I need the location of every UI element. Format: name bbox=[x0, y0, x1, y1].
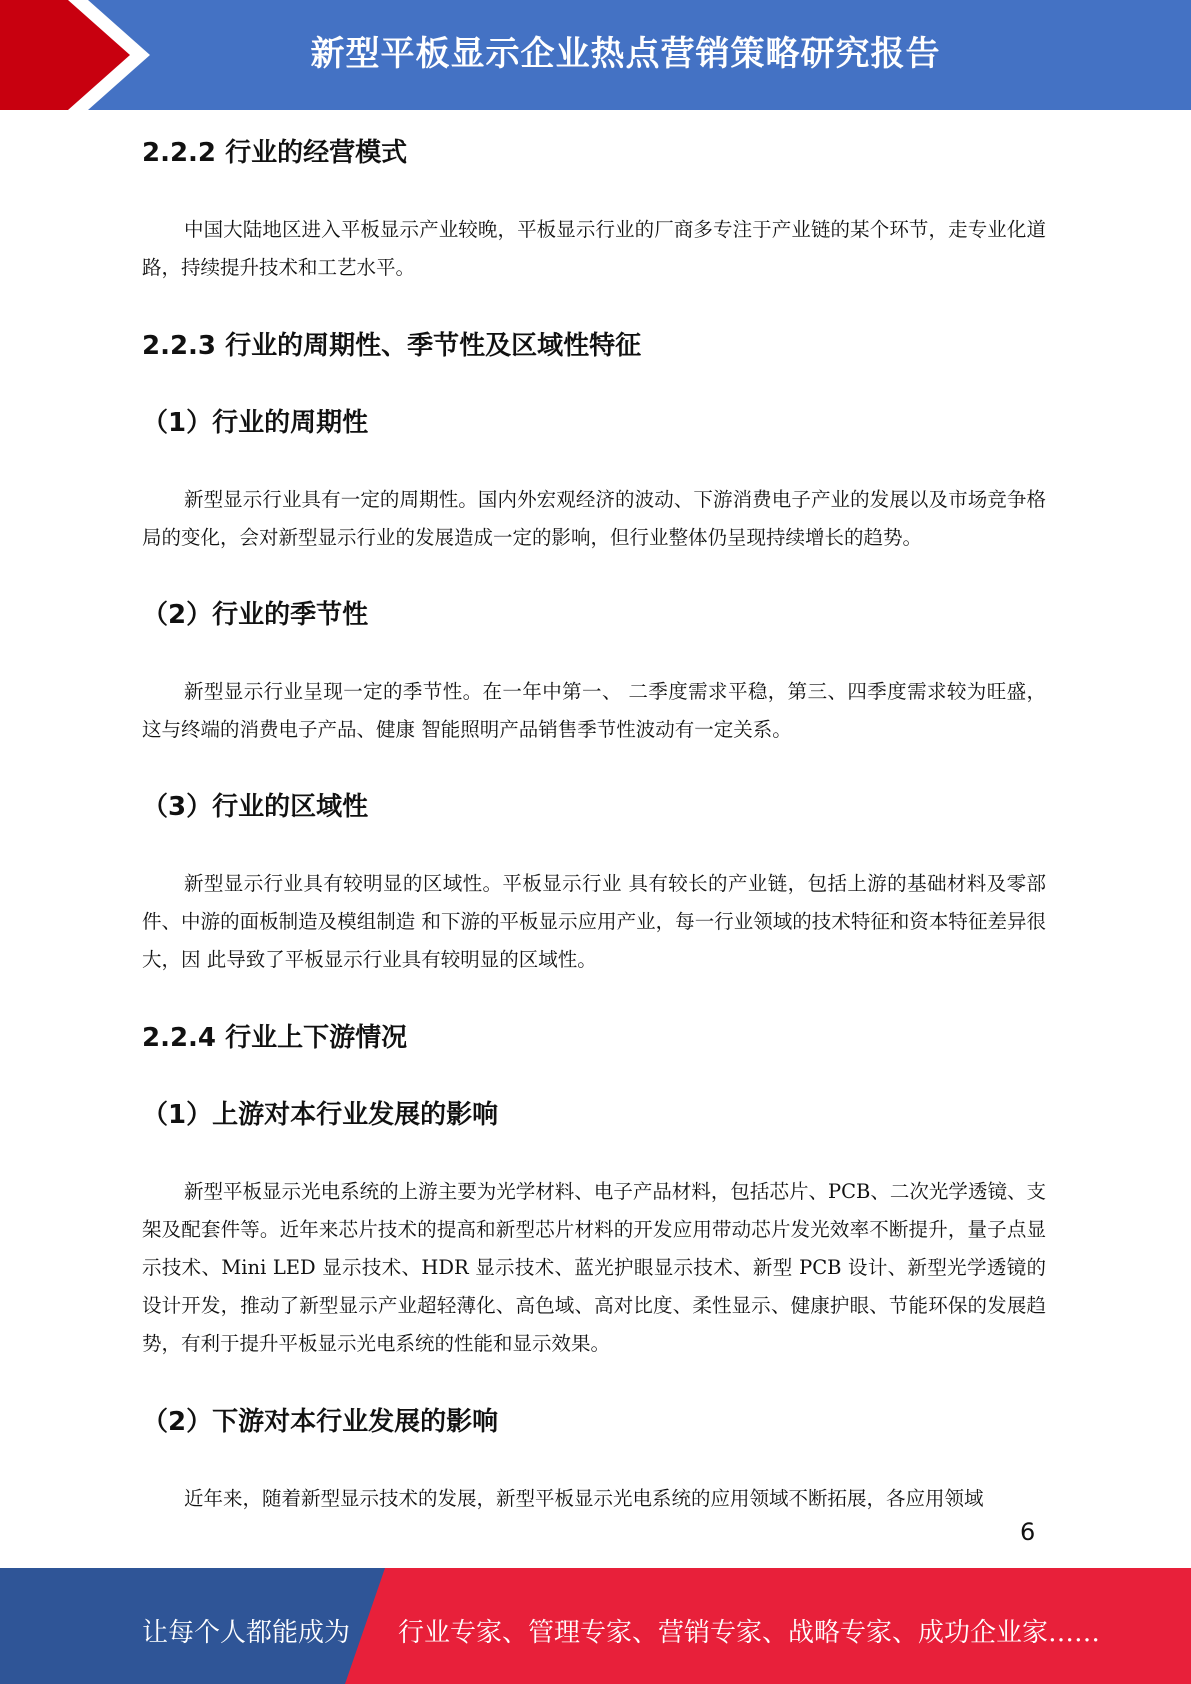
paragraph-seasonality: 新型显示行业呈现一定的季节性。在一年中第一、 二季度需求平稳，第三、四季度需求较为旺盛，这与终端的消费电子产品、健康 智能照明产品销售季节性波动有一定关系。 bbox=[142, 680, 1046, 741]
section-heading-2-2-2: 2.2.2 行业的经营模式 bbox=[142, 138, 408, 168]
page-number: 6 bbox=[1020, 1518, 1036, 1546]
section-heading-2-2-3: 2.2.3 行业的周期性、季节性及区域性特征 bbox=[142, 331, 642, 361]
subheading-downstream: （2）下游对本行业发展的影响 bbox=[142, 1407, 499, 1437]
page-footer bbox=[0, 1568, 1191, 1684]
paragraph-downstream: 近年来，随着新型显示技术的发展，新型平板显示光电系统的应用领域不断拓展，各应用领域 bbox=[184, 1487, 984, 1510]
footer-slogan-left: 让每个人都能成为 bbox=[142, 1618, 351, 1648]
report-title: 新型平板显示企业热点营销策略研究报告 bbox=[310, 34, 941, 74]
section-paragraph-2-2-2: 中国大陆地区进入平板显示产业较晚，平板显示行业的厂商多专注于产业链的某个环节，走专业化道路，持续提升技术和工艺水平。 bbox=[142, 218, 1046, 279]
footer-slogan-right: 行业专家、管理专家、营销专家、战略专家、成功企业家…… bbox=[398, 1618, 1101, 1648]
paragraph-regionality: 新型显示行业具有较明显的区域性。平板显示行业 具有较长的产业链，包括上游的基础材料及零部件、中游的面板制造及模组制造 和下游的平板显示应用产业，每一行业领域的技术特征和资本特征差异很大，因 此导致了平板显示行业具有较明显的区域性。 bbox=[142, 872, 1046, 971]
page-header bbox=[0, 0, 1191, 110]
subheading-upstream: （1）上游对本行业发展的影响 bbox=[142, 1100, 499, 1130]
subheading-seasonality: （2）行业的季节性 bbox=[142, 600, 369, 630]
paragraph-cyclicality: 新型显示行业具有一定的周期性。国内外宏观经济的波动、下游消费电子产业的发展以及市场竞争格局的变化，会对新型显示行业的发展造成一定的影响，但行业整体仍呈现持续增长的趋势。 bbox=[142, 488, 1046, 549]
subheading-cyclicality: （1）行业的周期性 bbox=[142, 408, 369, 438]
subheading-regionality: （3）行业的区域性 bbox=[142, 792, 369, 822]
paragraph-upstream: 新型平板显示光电系统的上游主要为光学材料、电子产品材料，包括芯片、PCB、二次光学透镜、支架及配套件等。近年来芯片技术的提高和新型芯片材料的开发应用带动芯片发光效率不断提升，量子点显示技术、Mini LED 显示技术、HDR 显示技术、蓝光护眼显示技术、新型 PCB 设计、新型光学透镜的设计开发，推动了新型显示产业超轻薄化、高色域、高对比度、柔性显示、健康护眼、节能环保的发展趋势，有利于提升平板显示光电系统的性能和显示效果。 bbox=[142, 1180, 1046, 1355]
section-heading-2-2-4: 2.2.4 行业上下游情况 bbox=[142, 1023, 408, 1053]
